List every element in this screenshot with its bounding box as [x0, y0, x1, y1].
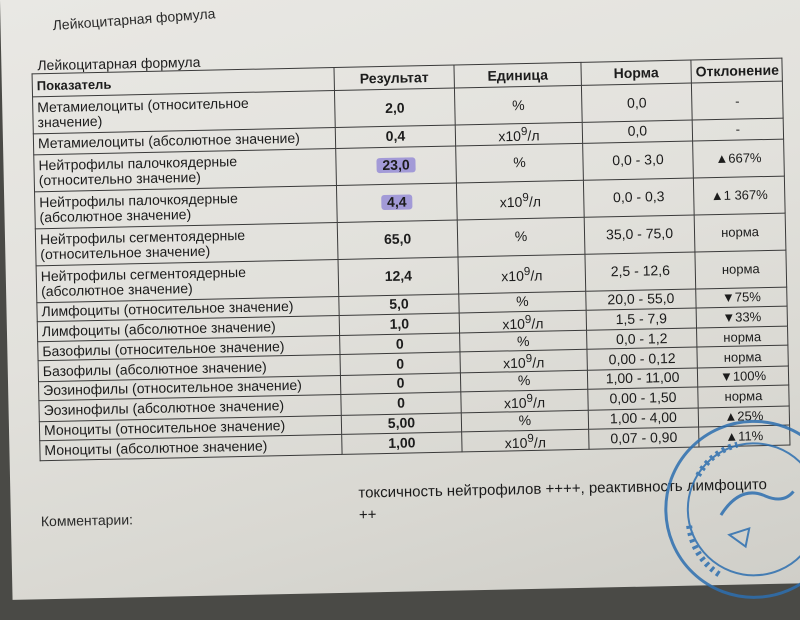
deviation-cell: ▼100% — [697, 366, 788, 387]
indicator-line-2: значение) — [37, 112, 103, 131]
unit-cell — [455, 122, 582, 145]
norm-cell: 0,0 - 0,3 — [583, 178, 694, 217]
indicator-cell — [33, 91, 336, 134]
unit-cell — [462, 429, 589, 452]
unit-base: % — [511, 96, 525, 113]
indicator-line-1: Нейтрофилы сегментоядерные — [40, 263, 247, 284]
unit-exponent: 9 — [524, 312, 532, 326]
unit-base: х10 — [502, 355, 526, 372]
deviation-cell: ▲1 367% — [693, 176, 785, 215]
deviation-cell: ▲11% — [699, 425, 790, 448]
unit-tail: /л — [531, 315, 544, 332]
indicator-line-1: Базофилы (относительное значение) — [42, 337, 285, 360]
unit-base: х10 — [504, 434, 528, 451]
indicator-line-1: Метамиелоциты (абсолютное значение) — [37, 130, 301, 152]
unit-cell — [459, 310, 586, 333]
unit-cell — [458, 254, 586, 294]
deviation-cell: норма — [698, 385, 789, 408]
result-cell: 65,0 — [337, 220, 458, 260]
header-result: Результат — [334, 65, 454, 91]
indicator-line-1: Метамиелоциты (относительное — [37, 94, 249, 116]
result-cell: 1,00 — [342, 432, 462, 455]
indicator-cell — [34, 148, 337, 191]
deviation-cell: ▲667% — [693, 139, 785, 178]
unit-tail: /л — [533, 433, 547, 451]
unit-cell — [454, 85, 582, 125]
unit-tail: /л — [532, 394, 546, 411]
norm-cell: 0,00 - 0,12 — [587, 347, 697, 370]
unit-base: % — [516, 293, 529, 310]
result-cell: 1,0 — [339, 313, 459, 336]
unit-base: % — [516, 332, 530, 350]
result-cell: 2,0 — [334, 88, 455, 128]
header-deviation: Отклонение — [691, 58, 782, 83]
deviation-cell: ▲25% — [698, 406, 789, 427]
indicator-line-1: Лимфоциты (относительное значение) — [41, 298, 294, 320]
unit-base: х10 — [499, 193, 523, 211]
unit-tail: /л — [532, 354, 545, 371]
norm-cell: 20,0 - 55,0 — [586, 289, 696, 310]
deviation-cell: норма — [697, 326, 788, 347]
indicator-cell — [36, 259, 339, 302]
indicator-line-2: (относительное значение) — [40, 242, 211, 262]
deviation-cell: - — [692, 118, 783, 141]
result-cell: 0 — [340, 352, 460, 375]
header-indicator: Показатель — [32, 68, 334, 97]
table-title: Лейкоцитарная формула — [37, 53, 201, 74]
deviation-cell: норма — [694, 213, 786, 252]
indicator-line-1: Эозинофилы (абсолютное значение) — [43, 397, 285, 419]
deviation-cell: ▼33% — [696, 306, 787, 329]
result-cell — [336, 146, 457, 186]
result-cell: 12,4 — [338, 257, 459, 297]
unit-cell — [456, 180, 584, 220]
norm-cell: 0,0 — [581, 83, 692, 122]
result-cell: 0 — [340, 373, 460, 395]
unit-base: % — [517, 372, 531, 389]
indicator-line-1: Моноциты (абсолютное значение) — [44, 437, 268, 459]
indicator-line-1: Нейтрофилы палочкоядерные — [38, 152, 238, 173]
indicator-line-1: Базофилы (абсолютное значение) — [42, 358, 267, 379]
unit-base: % — [518, 412, 532, 429]
result-cell: 5,00 — [341, 413, 461, 435]
deviation-cell: ▼75% — [696, 287, 787, 308]
unit-tail: /л — [528, 193, 542, 210]
unit-cell — [457, 217, 585, 257]
norm-cell: 1,00 - 4,00 — [588, 408, 698, 429]
indicator-line-1: Эозинофилы (относительное значение) — [43, 377, 303, 399]
unit-tail: /л — [527, 127, 540, 144]
result-cell: 0 — [341, 392, 461, 415]
header-unit: Единица — [454, 62, 581, 88]
result-cell: 0,4 — [335, 125, 455, 148]
clinic-stamp-icon — [657, 412, 800, 606]
norm-cell: 0,07 - 0,90 — [589, 427, 699, 450]
highlighted-result: 4,4 — [381, 195, 413, 211]
indicator-line-2: (абсолютное значение) — [40, 279, 193, 299]
norm-cell: 2,5 - 12,6 — [585, 252, 696, 291]
comments-line-1: токсичность нейтрофилов ++++, реактивность лимфоцито — [358, 476, 768, 502]
unit-base: х10 — [502, 315, 526, 332]
unit-exponent: 9 — [523, 264, 531, 278]
header-norm: Норма — [581, 60, 691, 85]
indicator-line-1: Нейтрофилы палочкоядерные — [39, 189, 238, 210]
indicator-line-1: Нейтрофилы сегментоядерные — [39, 226, 246, 247]
deviation-cell: норма — [695, 250, 787, 289]
unit-base: % — [514, 228, 528, 245]
indicator-cell — [35, 222, 338, 265]
result-cell: 0 — [340, 333, 460, 355]
unit-cell — [456, 143, 584, 183]
unit-exponent: 9 — [526, 391, 534, 406]
highlighted-result: 23,0 — [376, 157, 416, 173]
unit-exponent: 9 — [525, 352, 533, 366]
norm-cell: 0,0 - 3,0 — [583, 141, 694, 180]
unit-cell — [460, 350, 587, 373]
comments-line-2: ++ — [358, 506, 377, 524]
norm-cell: 0,00 - 1,50 — [588, 387, 698, 410]
norm-cell: 1,5 - 7,9 — [586, 308, 696, 331]
norm-cell: 0,0 - 1,2 — [587, 328, 697, 349]
unit-exponent: 9 — [522, 190, 529, 204]
norm-cell: 1,00 - 11,00 — [587, 368, 697, 389]
indicator-line-2: (относительно значение) — [38, 168, 201, 188]
indicator-cell — [35, 185, 338, 228]
unit-base: х10 — [503, 394, 527, 412]
page-heading: Лейкоцитарная формула — [52, 5, 216, 34]
deviation-cell: норма — [697, 345, 788, 368]
norm-cell: 35,0 - 75,0 — [584, 215, 695, 254]
indicator-line-1: Лимфоциты (абсолютное значение) — [41, 318, 276, 340]
deviation-cell: - — [691, 81, 783, 120]
unit-base: х10 — [498, 127, 522, 145]
result-cell: 5,0 — [339, 294, 459, 316]
unit-exponent: 9 — [527, 431, 534, 445]
unit-base: % — [513, 154, 526, 171]
indicator-line-1: Моноциты (относительное значение) — [43, 417, 286, 439]
comments-label: Комментарии: — [40, 511, 134, 530]
result-cell — [336, 183, 457, 223]
unit-cell — [461, 389, 588, 412]
norm-cell: 0,0 — [582, 120, 692, 143]
unit-exponent: 9 — [520, 124, 528, 139]
indicator-line-2: (абсолютное значение) — [39, 205, 192, 225]
unit-base: х10 — [501, 267, 525, 285]
results-table — [32, 58, 791, 462]
unit-tail: /л — [530, 267, 543, 284]
